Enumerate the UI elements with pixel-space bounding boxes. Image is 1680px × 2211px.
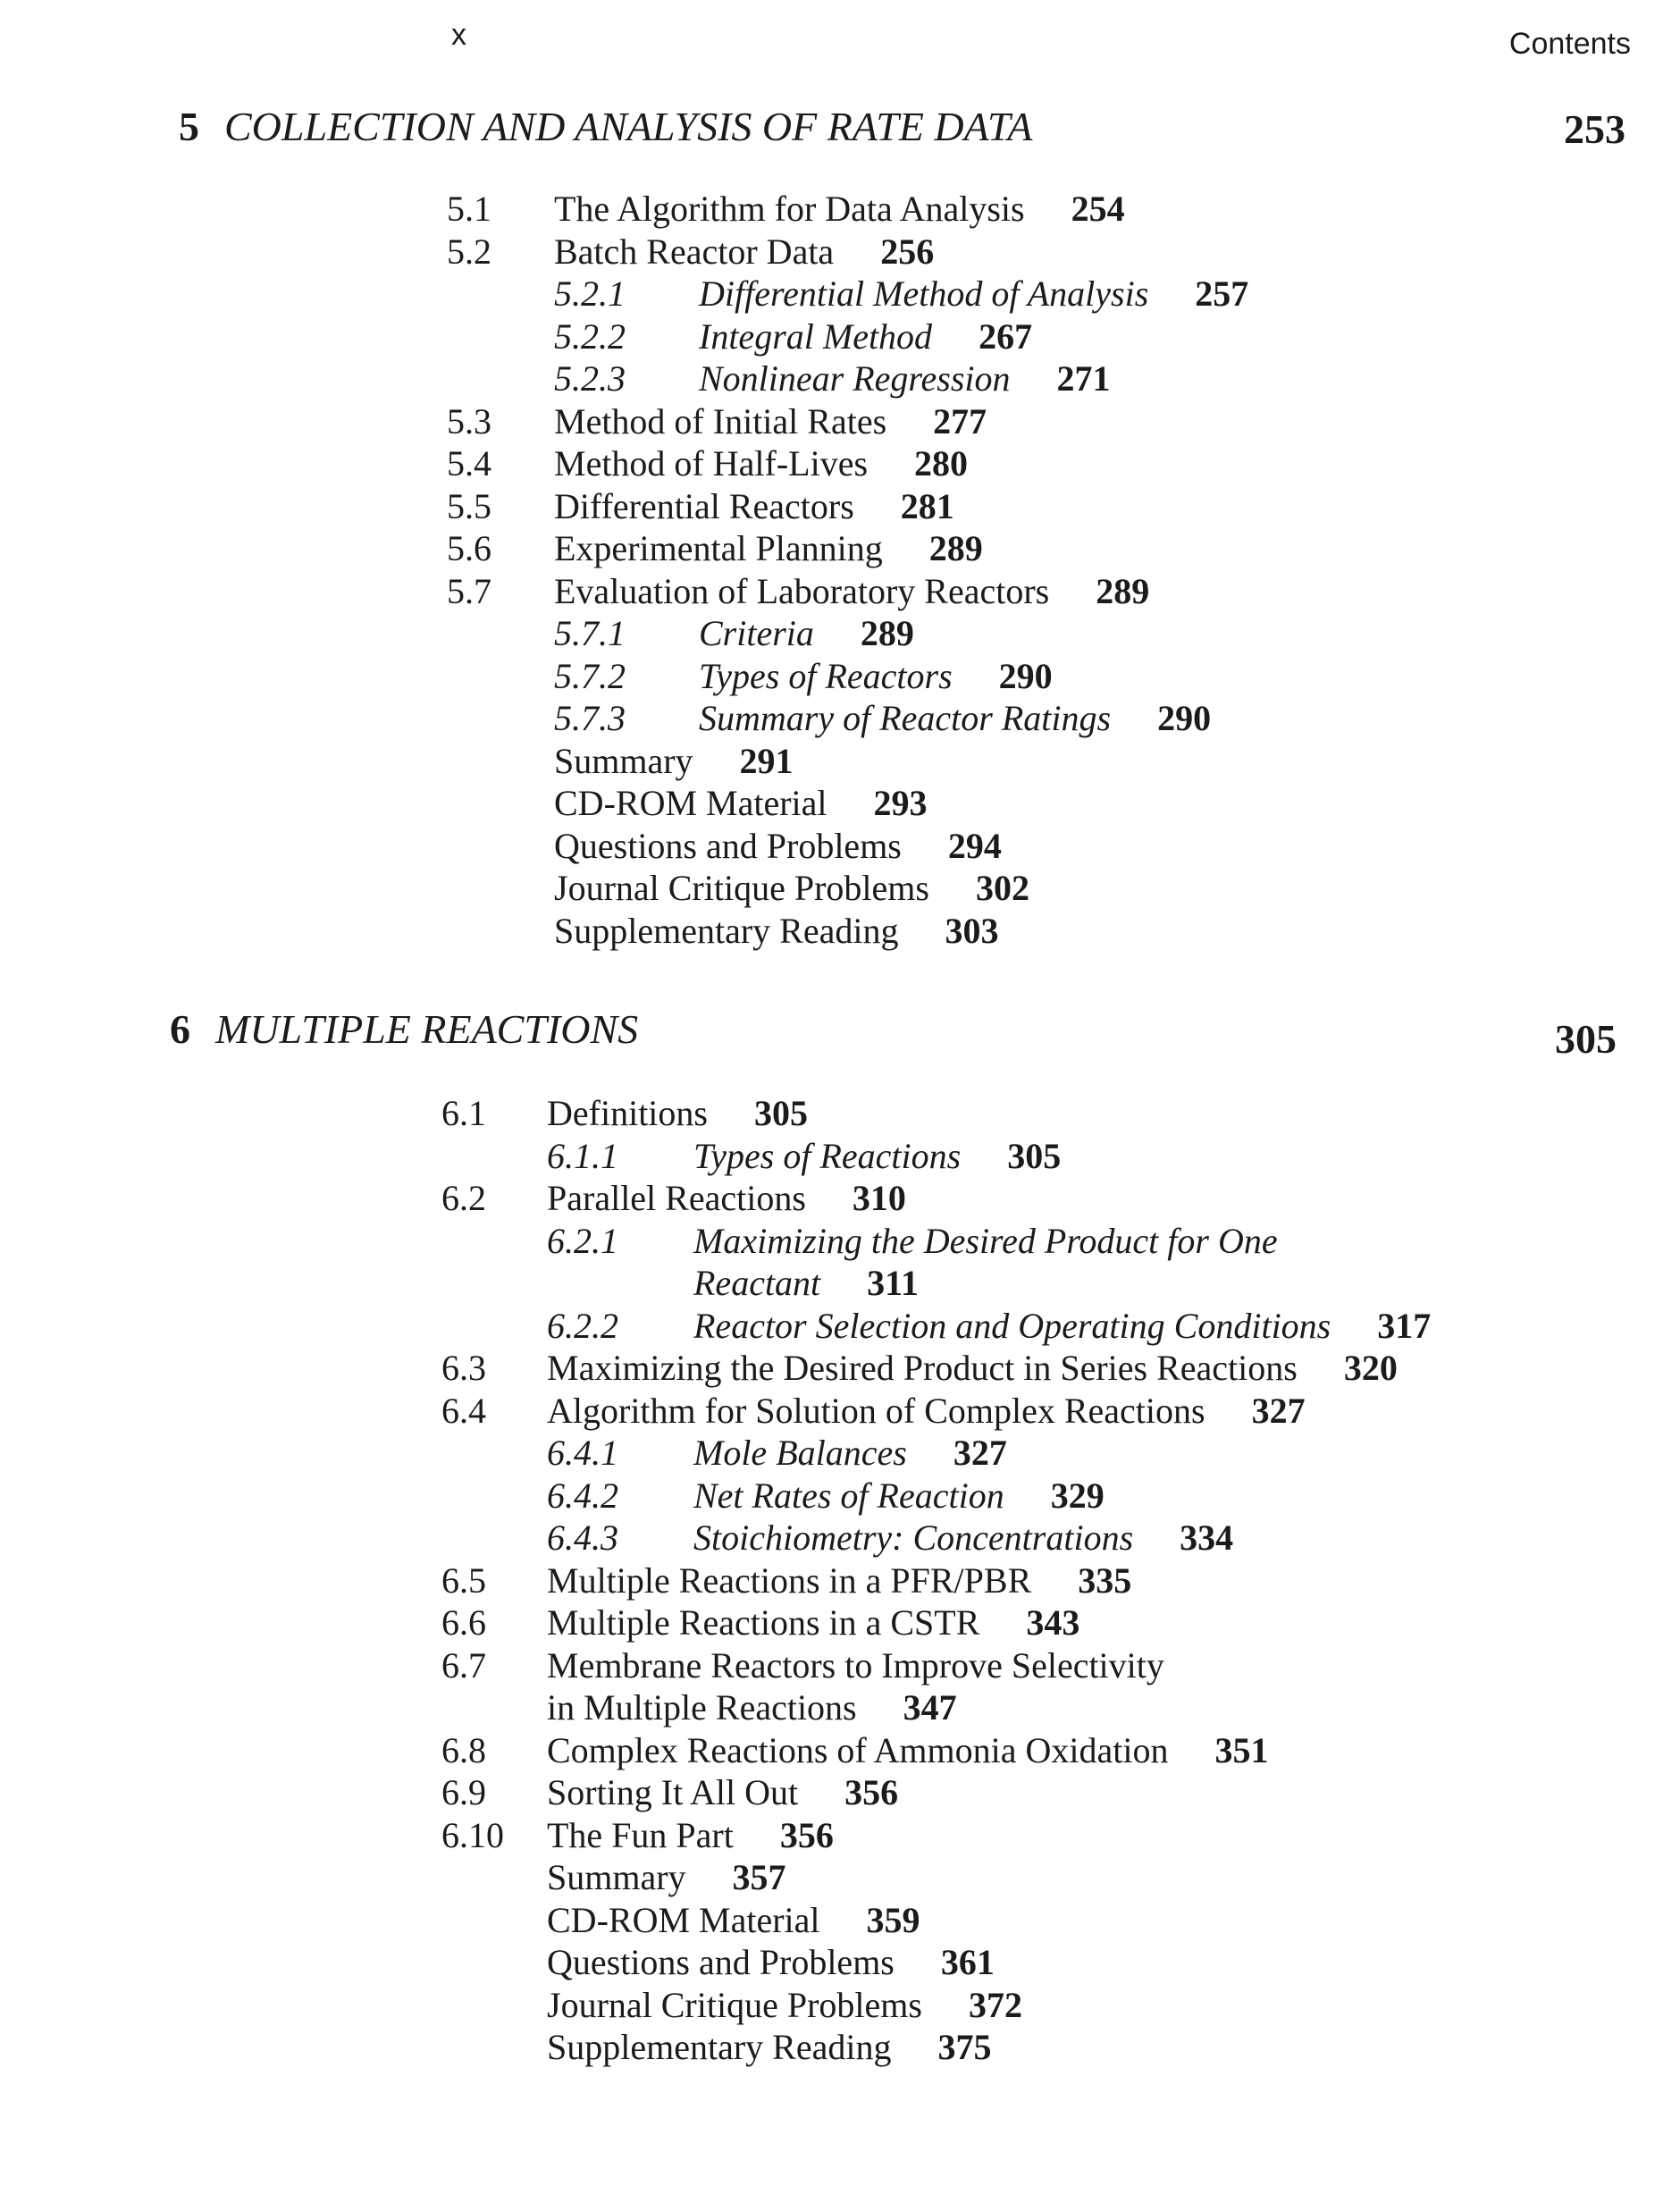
page-ref: 357 <box>732 1857 786 1897</box>
toc-entry[interactable] <box>447 400 987 442</box>
section-title: Questions and Problems <box>554 825 902 866</box>
section-number: 5.2.3 <box>554 358 626 399</box>
section-number: 6.2 <box>441 1178 486 1218</box>
section-number: 5.7 <box>447 570 491 611</box>
toc-entry[interactable] <box>554 740 794 782</box>
section-title: Algorithm for Solution of Complex Reactions <box>547 1390 1205 1431</box>
page-number: x <box>451 18 466 52</box>
page-ref: 289 <box>928 528 983 568</box>
section-number: 5.1 <box>447 189 491 229</box>
toc-entry[interactable] <box>554 867 1029 909</box>
toc-entry[interactable] <box>547 1305 1431 1347</box>
page-ref: 320 <box>1343 1348 1398 1388</box>
section-title: in Multiple Reactions <box>547 1687 857 1728</box>
toc-entry[interactable] <box>447 485 954 527</box>
section-title: Supplementary Reading <box>547 2027 892 2067</box>
toc-entry[interactable] <box>547 1941 995 1983</box>
section-number: 6.8 <box>441 1729 486 1770</box>
section-number: 5.2.1 <box>554 273 626 314</box>
running-head: Contents <box>1508 27 1631 61</box>
section-title: Experimental Planning <box>554 528 883 568</box>
page-ref: 317 <box>1377 1305 1432 1346</box>
section-title: Criteria <box>699 613 814 653</box>
page-ref: 305 <box>753 1093 808 1133</box>
section-title: Net Rates of Reaction <box>693 1475 1004 1516</box>
toc-entry[interactable] <box>441 1814 834 1856</box>
page-ref: 302 <box>975 868 1029 908</box>
section-title: Batch Reactor Data <box>554 231 835 272</box>
section-number: 6.4.2 <box>547 1475 618 1516</box>
section-number: 6.9 <box>441 1772 486 1812</box>
section-number: 6.10 <box>441 1814 504 1855</box>
toc-entry[interactable] <box>441 1771 898 1813</box>
page-ref: 290 <box>1157 698 1212 738</box>
page-ref: 375 <box>937 2027 992 2067</box>
section-title: Multiple Reactions in a PFR/PBR <box>547 1559 1032 1601</box>
toc-entry[interactable] <box>547 1432 1007 1474</box>
section-title: CD-ROM Material <box>547 1899 820 1940</box>
page-ref: 289 <box>1096 570 1150 611</box>
section-number: 5.6 <box>447 528 491 568</box>
section-number: 6.7 <box>441 1644 486 1686</box>
section-title: Mole Balances <box>693 1433 907 1473</box>
section-title: Summary of Reactor Ratings <box>699 698 1112 738</box>
section-title: Complex Reactions of Ammonia Oxidation <box>547 1729 1169 1770</box>
section-number: 6.4.3 <box>547 1517 618 1558</box>
page-ref: 347 <box>903 1687 957 1728</box>
section-number: 5.2.2 <box>554 315 626 357</box>
toc-entry[interactable] <box>554 655 1053 697</box>
section-title: CD-ROM Material <box>554 783 827 823</box>
section-number: 5.7.3 <box>554 698 626 738</box>
page-ref: 267 <box>979 315 1033 357</box>
section-number: 5.7.1 <box>554 613 626 653</box>
toc-entry[interactable] <box>554 273 1248 315</box>
page-ref: 303 <box>945 910 999 951</box>
toc-entry[interactable] <box>441 1644 1164 1686</box>
page-ref: 356 <box>844 1772 899 1812</box>
section-title: Journal Critique Problems <box>554 868 929 908</box>
toc-entry[interactable] <box>554 782 928 824</box>
section-title: Method of Half-Lives <box>554 443 869 483</box>
toc-entry[interactable] <box>441 1559 1131 1602</box>
section-title: Method of Initial Rates <box>554 400 887 441</box>
section-title: Summary <box>554 740 693 781</box>
section-title: Supplementary Reading <box>554 910 899 951</box>
toc-entry[interactable] <box>447 188 1125 230</box>
toc-entry[interactable] <box>547 2026 991 2068</box>
page-ref: 329 <box>1050 1475 1105 1516</box>
section-number: 6.2.1 <box>547 1220 618 1261</box>
page-ref: 257 <box>1195 273 1249 314</box>
section-title: Multiple Reactions in a CSTR <box>547 1602 980 1643</box>
page-ref: 280 <box>914 443 969 483</box>
section-title: Parallel Reactions <box>547 1178 806 1218</box>
toc-entry[interactable] <box>441 1347 1398 1389</box>
toc-entry[interactable] <box>554 357 1111 399</box>
chapter-number: 6 <box>170 1006 190 1052</box>
section-number: 5.3 <box>447 400 491 441</box>
chapter-page: 305 <box>1555 1016 1617 1062</box>
page-ref: 277 <box>933 400 987 441</box>
section-number: 5.2 <box>447 231 491 272</box>
section-title: Types of Reactions <box>693 1135 962 1176</box>
section-title: Membrane Reactors to Improve Selectivity <box>547 1644 1164 1686</box>
page-ref: 310 <box>852 1178 906 1218</box>
section-title: Reactor Selection and Operating Conditions <box>693 1305 1331 1346</box>
toc-entry[interactable] <box>441 1390 1306 1432</box>
section-number: 5.5 <box>447 485 491 526</box>
toc-entry[interactable] <box>554 315 1032 357</box>
page-ref: 305 <box>1007 1135 1062 1176</box>
section-title: Nonlinear Regression <box>699 358 1011 399</box>
section-title: Maximizing the Desired Product for One <box>693 1220 1278 1261</box>
page-ref: 361 <box>940 1942 995 1982</box>
toc-entry[interactable] <box>547 1220 1278 1262</box>
page-ref: 293 <box>873 783 928 823</box>
page-ref: 351 <box>1214 1729 1269 1770</box>
section-number: 6.2.2 <box>547 1305 618 1346</box>
chapter-number: 5 <box>179 104 199 149</box>
toc-entry[interactable] <box>547 1686 957 1728</box>
page-ref: 291 <box>739 740 794 781</box>
page-ref: 254 <box>1071 189 1125 229</box>
toc-entry[interactable] <box>447 527 983 569</box>
toc-entry[interactable] <box>441 1092 808 1134</box>
toc-entry[interactable] <box>547 1856 786 1898</box>
page-ref: 335 <box>1078 1559 1132 1601</box>
toc-entry[interactable] <box>547 1899 920 1941</box>
toc-entry[interactable] <box>547 1135 1061 1177</box>
section-title: Differential Reactors <box>554 485 854 526</box>
section-title: Questions and Problems <box>547 1942 895 1982</box>
toc-entry[interactable] <box>554 825 1002 867</box>
section-title: The Fun Part <box>547 1814 734 1855</box>
toc-entry[interactable] <box>447 570 1149 612</box>
section-title: Reactant <box>693 1263 821 1303</box>
section-title: Maximizing the Desired Product in Series Reactions <box>547 1348 1298 1388</box>
chapter-title: COLLECTION AND ANALYSIS OF RATE DATA <box>224 104 1033 149</box>
page-ref: 334 <box>1180 1517 1234 1558</box>
toc-entry[interactable] <box>447 231 934 273</box>
toc-entry[interactable] <box>547 1517 1233 1559</box>
section-number: 6.5 <box>441 1559 486 1601</box>
section-number: 6.1 <box>441 1093 486 1133</box>
toc-entry[interactable] <box>441 1729 1268 1771</box>
page-ref: 327 <box>953 1433 1007 1473</box>
page-ref: 290 <box>998 655 1053 696</box>
section-title: Types of Reactors <box>699 655 953 696</box>
toc-entry[interactable] <box>547 1984 1022 2026</box>
section-number: 6.3 <box>441 1348 486 1388</box>
section-title: Integral Method <box>699 315 933 357</box>
section-title: Evaluation of Laboratory Reactors <box>554 570 1050 611</box>
page-ref: 281 <box>900 485 954 526</box>
chapter-5-heading[interactable] <box>179 103 1032 150</box>
section-title: The Algorithm for Data Analysis <box>554 189 1025 229</box>
chapter-page: 253 <box>1564 106 1625 152</box>
toc-entry[interactable] <box>554 612 914 654</box>
chapter-title: MULTIPLE REACTIONS <box>215 1006 639 1052</box>
toc-entry[interactable] <box>441 1177 906 1219</box>
section-title: Summary <box>547 1857 686 1897</box>
section-number: 5.4 <box>447 443 491 483</box>
toc-entry[interactable] <box>447 442 968 484</box>
toc-entry[interactable] <box>441 1602 1079 1644</box>
page-ref: 256 <box>880 231 935 272</box>
chapter-6-heading[interactable] <box>170 1005 638 1053</box>
toc-entry[interactable] <box>554 910 998 952</box>
section-title: Journal Critique Problems <box>547 1984 922 2025</box>
page-ref: 294 <box>947 825 1002 866</box>
section-title: Definitions <box>547 1093 708 1133</box>
section-title: Stoichiometry: Concentrations <box>693 1517 1134 1558</box>
section-number: 5.7.2 <box>554 655 626 696</box>
page-ref: 356 <box>779 1814 834 1855</box>
section-number: 6.4.1 <box>547 1433 618 1473</box>
section-title: Differential Method of Analysis <box>699 273 1149 314</box>
page-ref: 343 <box>1026 1602 1080 1643</box>
page-ref: 327 <box>1251 1390 1306 1431</box>
section-number: 6.4 <box>441 1390 486 1431</box>
toc-entry[interactable] <box>693 1262 919 1304</box>
toc-entry[interactable] <box>554 697 1211 739</box>
page-ref: 311 <box>867 1263 919 1303</box>
page-ref: 289 <box>860 613 914 653</box>
section-title: Sorting It All Out <box>547 1772 799 1812</box>
page-ref: 372 <box>968 1984 1022 2025</box>
toc-entry[interactable] <box>547 1475 1105 1517</box>
page-ref: 271 <box>1056 358 1111 399</box>
page-ref: 359 <box>866 1899 920 1940</box>
section-number: 6.1.1 <box>547 1135 618 1176</box>
section-number: 6.6 <box>441 1602 486 1643</box>
